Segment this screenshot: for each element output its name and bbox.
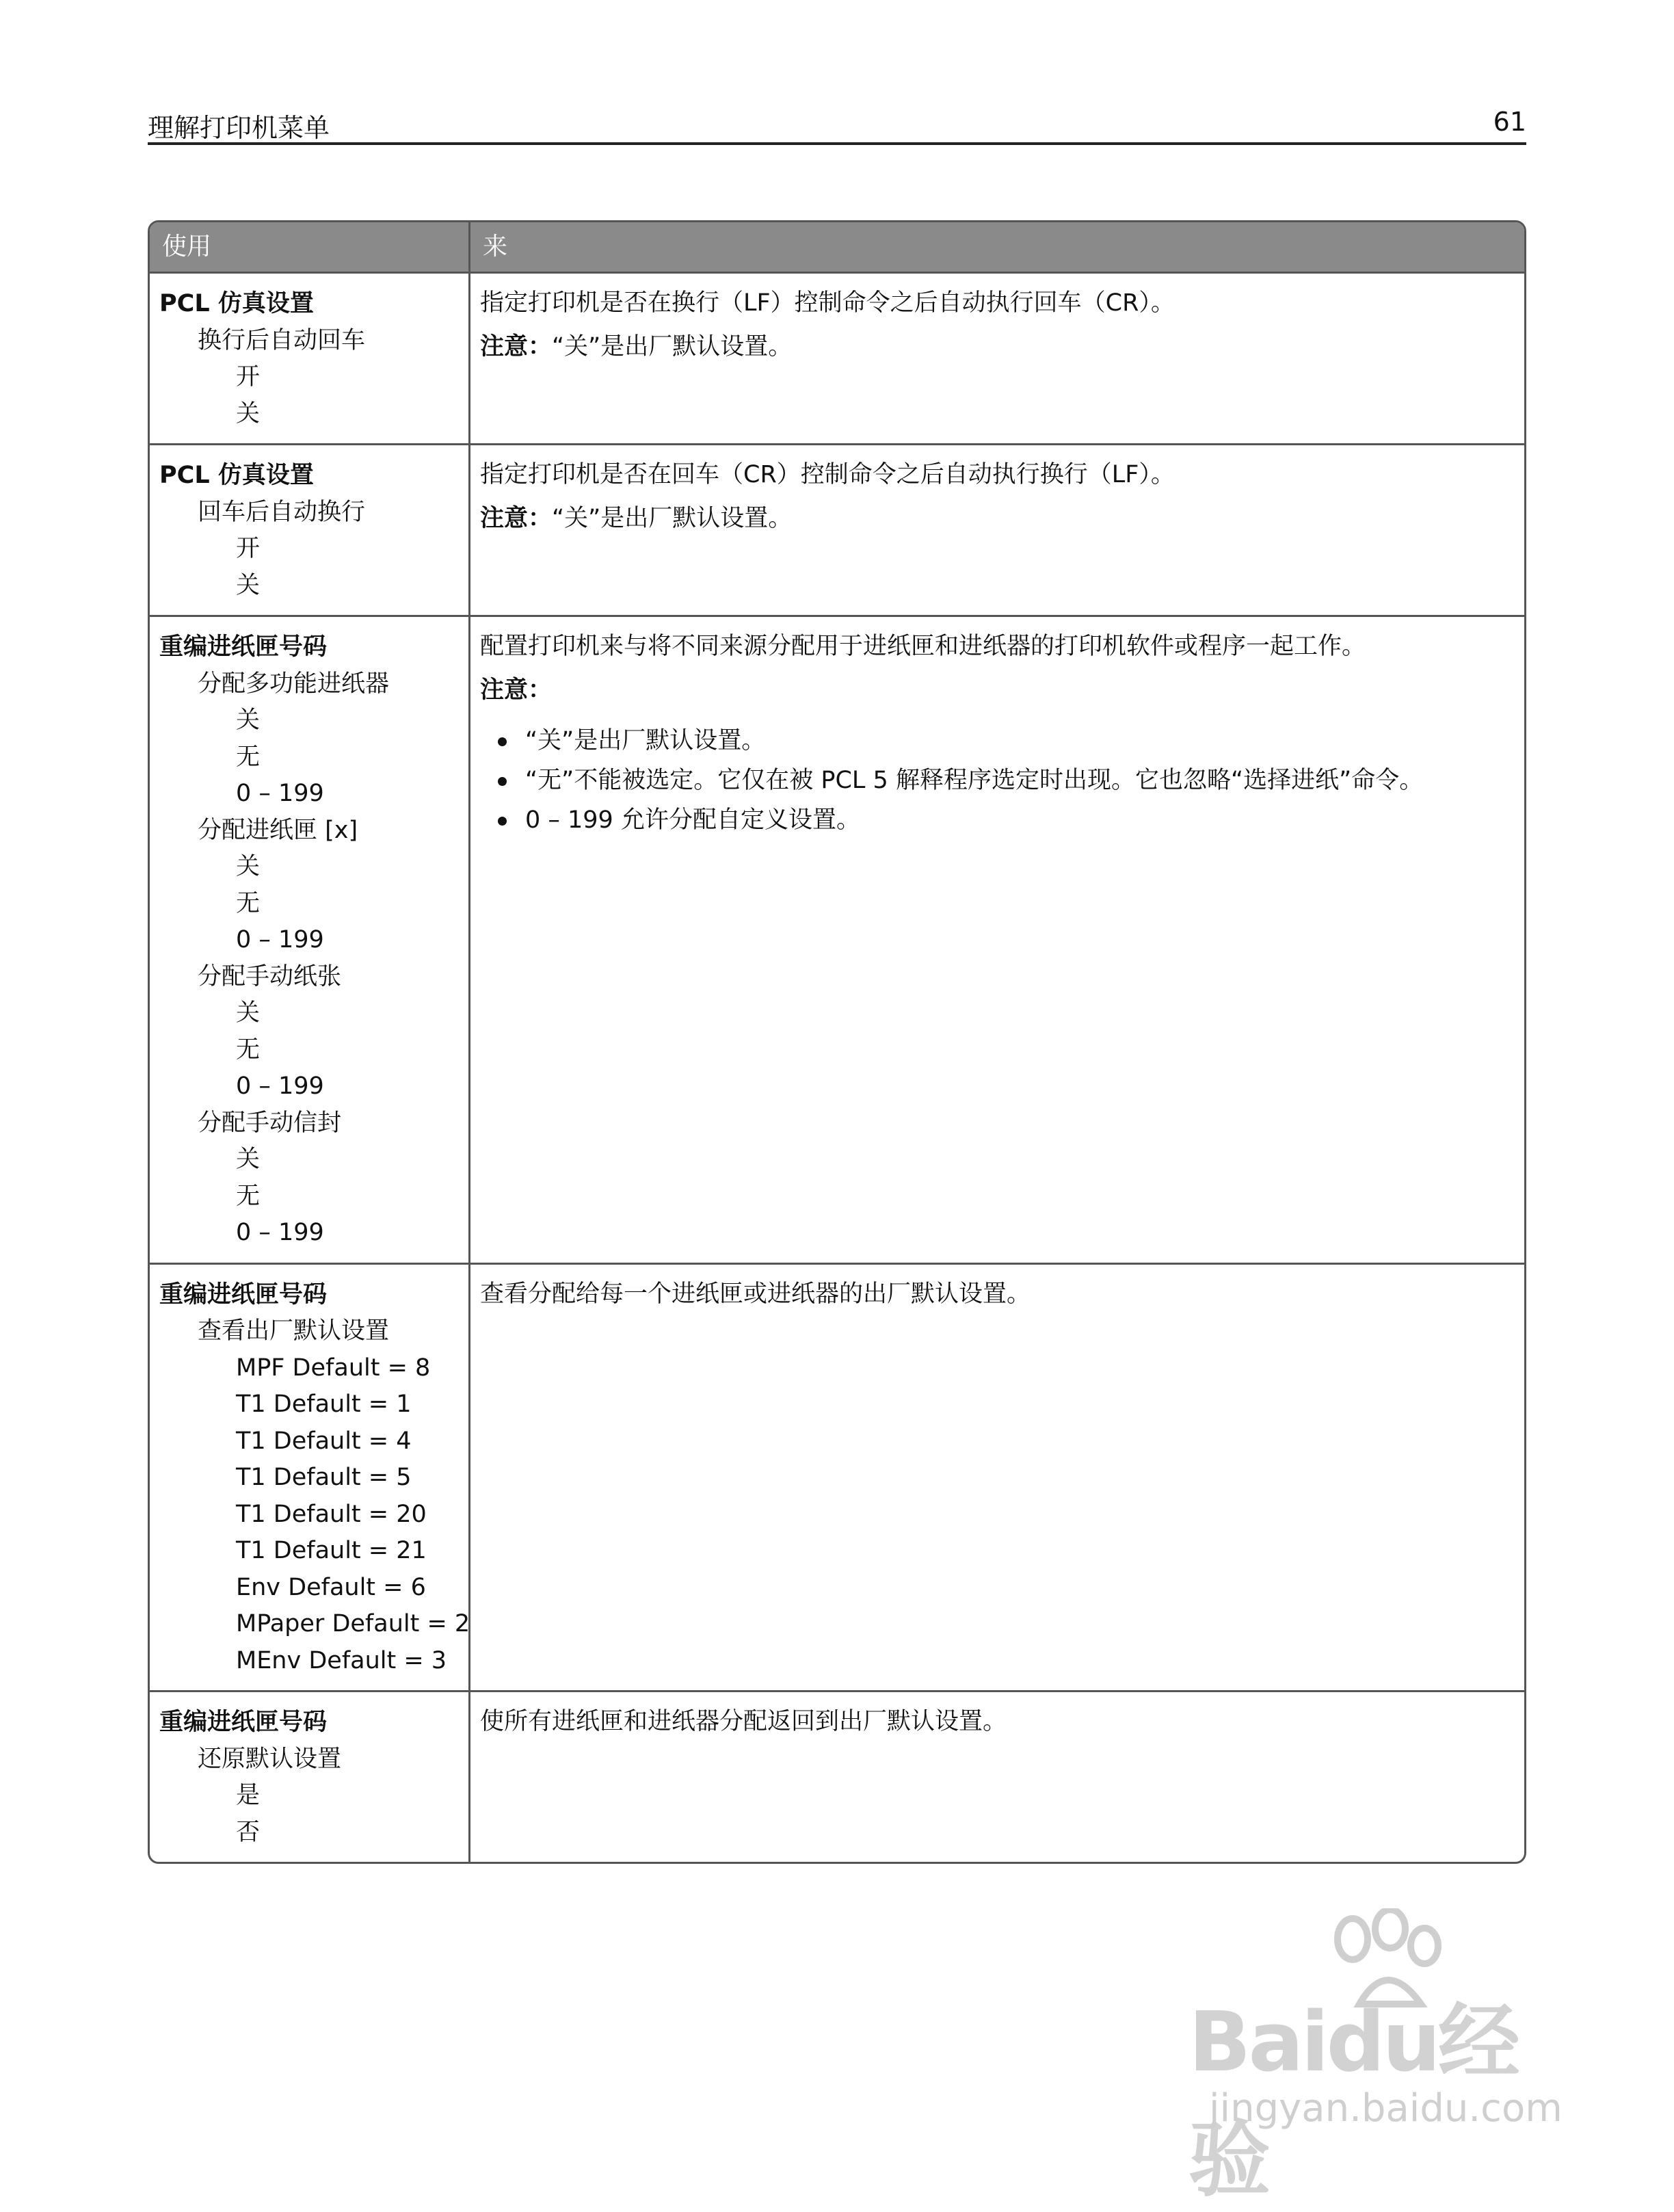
- page-header: [148, 103, 1526, 145]
- menu-item: 分配手动信封: [198, 1109, 342, 1137]
- menu-item: 换行后自动回车: [198, 326, 366, 354]
- description-cell: [470, 1692, 1524, 1862]
- list-item: [480, 803, 1513, 837]
- menu-path-cell: [150, 445, 470, 615]
- list-item: [480, 724, 1513, 758]
- note-text: “关”是出厂默认设置。: [552, 333, 793, 360]
- menu-path-cell: [150, 274, 470, 443]
- menu-option: 0 – 199: [236, 926, 324, 953]
- menu-table: [148, 220, 1526, 1864]
- menu-path-cell: [150, 617, 470, 1263]
- menu-option: 关: [236, 399, 261, 427]
- menu-item: 回车后自动换行: [198, 498, 366, 526]
- description-text: 指定打印机是否在换行（LF）控制命令之后自动执行回车（CR）。: [480, 289, 1175, 317]
- menu-option: MEnv Default = 3: [236, 1646, 447, 1674]
- menu-option: 关: [236, 999, 261, 1027]
- description-cell: [470, 1265, 1524, 1691]
- bullet-icon: [498, 737, 507, 746]
- note: [480, 673, 1513, 707]
- description-cell: [470, 617, 1524, 1263]
- menu-option: 关: [236, 1146, 261, 1173]
- table-row: [150, 443, 1524, 615]
- baidu-watermark: [1161, 1908, 1571, 2208]
- bullet-text: “关”是出厂默认设置。: [525, 727, 766, 754]
- table-row: [150, 1263, 1524, 1691]
- menu-item: 还原默认设置: [198, 1745, 342, 1773]
- bullet-text: 0 – 199 允许分配自定义设置。: [525, 806, 860, 834]
- description-text: 使所有进纸匣和进纸器分配返回到出厂默认设置。: [480, 1708, 1007, 1735]
- description-text: 查看分配给每一个进纸匣或进纸器的出厂默认设置。: [480, 1280, 1031, 1308]
- menu-path-cell: [150, 1265, 470, 1691]
- note: [480, 501, 1513, 536]
- menu-option: 无: [236, 889, 261, 917]
- menu-option: T1 Default = 1: [236, 1391, 412, 1418]
- menu-option: T1 Default = 5: [236, 1464, 412, 1491]
- menu-option: 关: [236, 571, 261, 599]
- menu-item: 分配进纸匣 [x]: [198, 816, 358, 844]
- table-row: [150, 272, 1524, 443]
- menu-title: 重编进纸匣号码: [159, 633, 328, 661]
- menu-option: 无: [236, 1036, 261, 1064]
- menu-option: T1 Default = 20: [236, 1500, 427, 1528]
- header-cell-use: 使用: [150, 222, 470, 272]
- menu-option: 开: [236, 535, 261, 562]
- note-text: “关”是出厂默认设置。: [552, 505, 793, 532]
- table-row: [150, 615, 1524, 1263]
- menu-item: 分配多功能进纸器: [198, 670, 390, 698]
- page-number: 61: [1493, 107, 1526, 137]
- menu-option: 是: [236, 1782, 261, 1809]
- menu-path-cell: [150, 1692, 470, 1862]
- bullet-icon: [498, 777, 507, 786]
- menu-option: T1 Default = 21: [236, 1537, 427, 1564]
- description-cell: [470, 274, 1524, 443]
- list-item: [480, 763, 1513, 798]
- menu-option: 关: [236, 707, 261, 734]
- menu-option: 无: [236, 743, 261, 771]
- menu-option: Env Default = 6: [236, 1573, 426, 1601]
- menu-option: 关: [236, 853, 261, 880]
- menu-option: 否: [236, 1818, 261, 1846]
- table-row: [150, 1690, 1524, 1862]
- note: [480, 330, 1513, 364]
- bullet-text: “无”不能被选定。它仅在被 PCL 5 解释程序选定时出现。它也忽略“选择进纸”命令。: [525, 767, 1424, 794]
- menu-option: 开: [236, 363, 261, 391]
- menu-option: MPF Default = 8: [236, 1354, 431, 1382]
- bullet-icon: [498, 817, 507, 826]
- note-label: 注意：: [480, 505, 553, 532]
- description-text: 指定打印机是否在回车（CR）控制命令之后自动执行换行（LF）。: [480, 461, 1175, 488]
- menu-option: 0 – 199: [236, 1219, 324, 1246]
- description-text: 配置打印机来与将不同来源分配用于进纸匣和进纸器的打印机软件或程序一起工作。: [480, 633, 1366, 660]
- menu-title: PCL 仿真设置: [159, 462, 314, 489]
- header-cell-to: 来: [483, 233, 508, 261]
- menu-item: 查看出厂默认设置: [198, 1317, 390, 1345]
- menu-title: 重编进纸匣号码: [159, 1709, 328, 1736]
- section-title: 理解打印机菜单: [148, 113, 330, 143]
- watermark-logo: Baidu经验: [1188, 1995, 1517, 2208]
- menu-title: 重编进纸匣号码: [159, 1280, 328, 1308]
- menu-option: T1 Default = 4: [236, 1427, 412, 1455]
- description-cell: [470, 445, 1524, 615]
- menu-option: MPaper Default = 2: [236, 1610, 470, 1637]
- menu-option: 无: [236, 1182, 261, 1210]
- note-label: 注意：: [480, 333, 553, 360]
- menu-item: 分配手动纸张: [198, 962, 342, 990]
- watermark-url: jingyan.baidu.com: [1209, 2086, 1563, 2131]
- note-label: 注意：: [480, 676, 553, 704]
- menu-option: 0 – 199: [236, 1072, 324, 1100]
- table-header-row: [150, 222, 1524, 272]
- note-bullet-list: [480, 724, 1513, 837]
- menu-option: 0 – 199: [236, 780, 324, 807]
- menu-title: PCL 仿真设置: [159, 290, 314, 317]
